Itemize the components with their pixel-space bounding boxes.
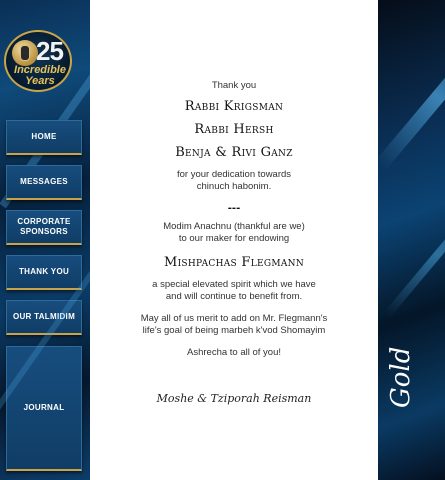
thank-you-heading: Thank you — [211, 80, 257, 91]
closing-line: Ashrecha to all of you! — [187, 347, 281, 358]
logo-text-line2: Years — [25, 75, 55, 87]
dedication-line: for your dedication towards — [176, 169, 292, 180]
spirit-line: a special elevated spirit which we have — [152, 279, 316, 290]
logo-emblem-icon — [12, 40, 38, 66]
modim-line: Modim Anachnu (thankful are we) — [163, 221, 305, 232]
spirit-line: and will continue to benefit from. — [165, 291, 303, 302]
nav-our-talmidim-button[interactable]: OUR TALMIDIM — [6, 300, 82, 335]
nav-corporate-sponsors-button[interactable] — [6, 210, 82, 245]
logo-number: 25 — [36, 36, 63, 66]
nav-corporate-sponsors-label-line2: SPONSORS — [20, 227, 68, 236]
nav-home-button[interactable]: HOME — [6, 120, 82, 155]
dedication-line: chinuch habonim. — [196, 181, 272, 192]
honoree-name: Rabbi Hersh — [194, 122, 274, 137]
nav-messages-button[interactable]: MESSAGES — [6, 165, 82, 200]
logo-text-line1: Incredible — [14, 64, 66, 76]
nav-corporate-sponsors-label-line1: CORPORATE — [17, 217, 71, 226]
sidebar — [0, 0, 90, 480]
signature: Moshe & Tziporah Reisman — [156, 392, 312, 405]
honoree-name: Rabbi Krigsman — [184, 99, 284, 114]
nav-thank-you-button[interactable]: THANK YOU — [6, 255, 82, 290]
modim-line: to our maker for endowing — [178, 233, 290, 244]
nav-journal-button[interactable]: JOURNAL — [6, 346, 82, 471]
honoree-name: Benja & Rivi Ganz — [175, 145, 293, 160]
family-name: Mishpachas Flegmann — [163, 255, 305, 270]
thank-you-ad — [90, 0, 378, 480]
anniversary-logo[interactable] — [4, 30, 72, 92]
light-streak-decoration — [384, 190, 445, 318]
light-streak-decoration — [378, 24, 445, 171]
merit-line: life's goal of being marbeh k'vod Shomayim — [142, 325, 326, 336]
gold-tier-label: Gold — [386, 346, 416, 408]
gold-sponsor-banner — [378, 0, 445, 480]
merit-line: May all of us merit to add on Mr. Flegmann's — [140, 313, 328, 324]
section-separator: --- — [227, 203, 241, 214]
